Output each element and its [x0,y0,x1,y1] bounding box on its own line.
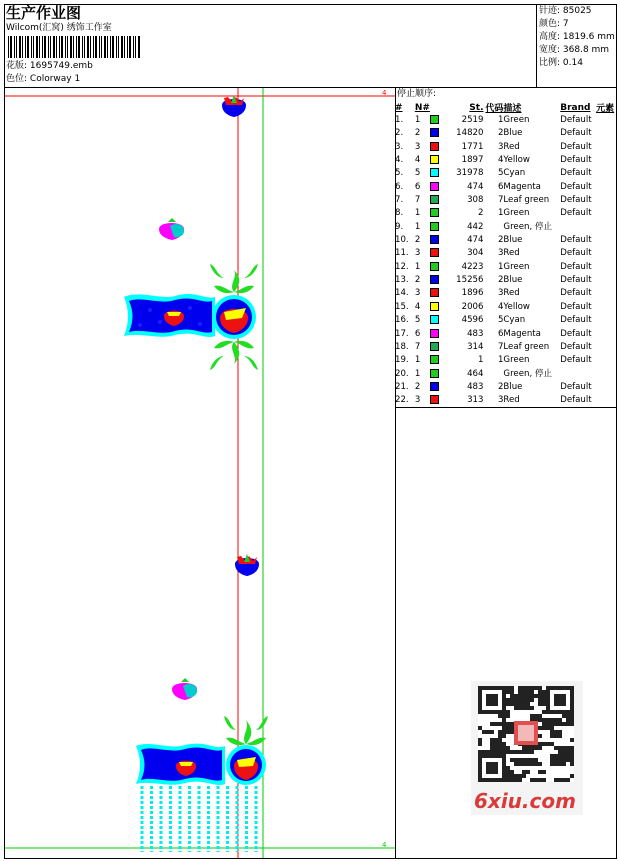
decorative-band-upper [124,264,258,370]
table-row: 1. 1 2519 1 Green Default [395,115,592,125]
table-header-cell: 元素 [596,104,615,114]
stat-row: 高度: 1819.6 mm [539,32,615,42]
stat-row: 比例: 0.14 [539,58,583,68]
table-header-cell: 描述 [503,104,522,114]
strawberry-motif-pink-2 [172,678,197,700]
table-row: 20. 1 464 Green, 停止 [395,368,553,379]
table-row: 5. 5 31978 5 Cyan Default [395,168,592,179]
strawberry-motif-middle [235,554,259,576]
table-row: 3. 3 1771 3 Red Default [395,141,592,152]
table-row: 12. 1 4223 1 Green Default [395,261,592,272]
table-row: 21. 2 483 2 Blue Default [395,381,592,392]
table-row: 13. 2 15256 2 Blue Default [395,275,592,286]
stat-row: 颜色: 7 [539,19,569,29]
table-header-cell: # [395,102,403,113]
design-file: 花版: 1695749.emb [6,61,93,71]
strawberry-motif-top [222,95,246,117]
table-header-cell: 代码 [485,104,504,114]
table-row: 11. 3 304 3 Red Default [395,248,592,259]
table-row: 8. 1 2 1 Green Default [395,208,592,219]
table-row: 17. 6 483 6 Magenta Default [395,328,592,339]
table-header-cell: N# [414,102,430,113]
svg-text:4: 4 [382,841,387,849]
table-row: 19. 1 1 1 Green Default [395,355,592,366]
table-row: 22. 3 313 3 Red Default [395,395,592,406]
stat-row: 针迹: 85025 [539,6,592,16]
strawberry-motif-pink-1 [159,218,184,240]
watermark-text: 6xiu.com [474,789,576,813]
table-row: 2. 2 14820 2 Blue Default [395,128,592,139]
decorative-band-lower [136,716,268,852]
colorway: 色位: Colorway 1 [6,74,81,84]
table-row: 9. 1 442 Green, 停止 [395,221,553,232]
company-name: Wilcom(汇窝) 绣饰工作室 [6,23,112,33]
stop-sequence-title: 停止顺序: [397,89,437,99]
svg-text:4: 4 [382,89,387,97]
page-title: 生产作业图 [6,4,82,22]
table-row: 10. 2 474 2 Blue Default [395,235,592,246]
table-row: 16. 5 4596 5 Cyan Default [395,315,592,326]
table-row: 7. 7 308 7 Leaf green Default [395,195,592,206]
table-header-cell: St. [469,102,484,113]
table-row: 4. 4 1897 4 Yellow Default [395,155,592,166]
table-header-cell: Brand [560,102,591,113]
table-row: 14. 3 1896 3 Red Default [395,288,592,299]
table-row: 18. 7 314 7 Leaf green Default [395,341,592,352]
table-row: 6. 6 474 6 Magenta Default [395,181,592,192]
table-row: 15. 4 2006 4 Yellow Default [395,301,592,312]
stat-row: 宽度: 368.8 mm [539,45,610,55]
